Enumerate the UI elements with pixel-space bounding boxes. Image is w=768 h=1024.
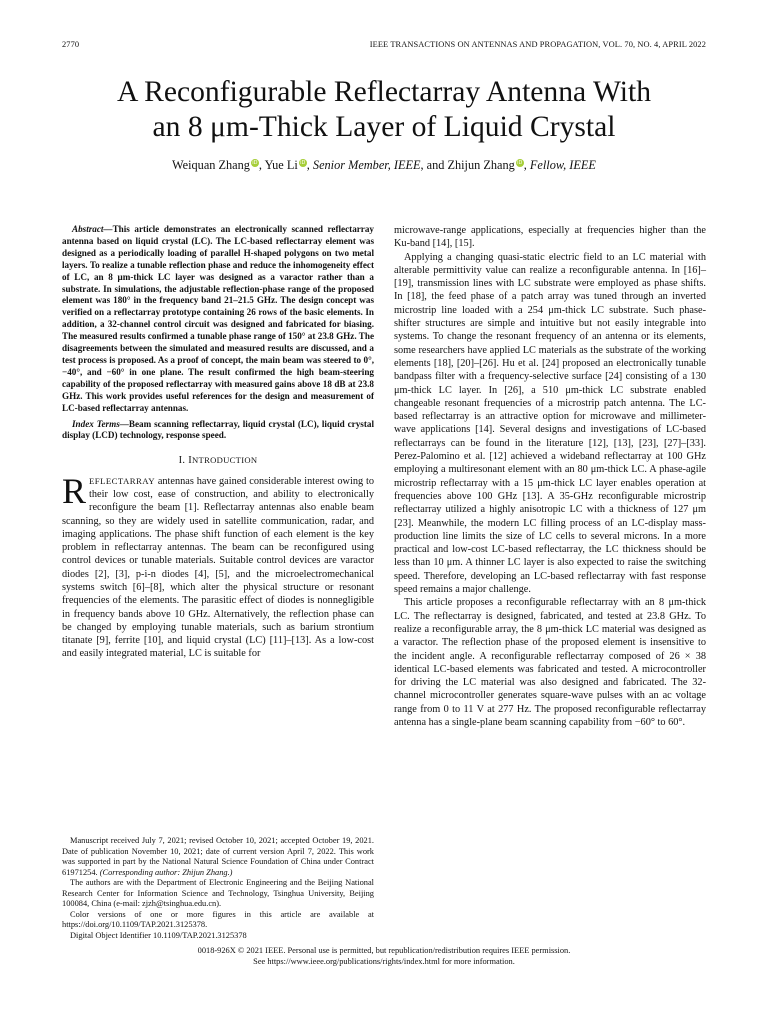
intro-paragraph-3: This article proposes a reconfigurable reflectarray with an 8 μm-thick LC. The reflectarray is designed, fabricated, and tested at 23.8 GHz. To realize a reconfigurable array, the 8 μm-thick LC material was designed as a varactor. The reflection phase of the proposed element is insensitive to the incident angle. A reconfigurable reflectarray composed of 26 × 38 identical LC-based elements was fabricated and tested. A microcontroller for driving the LC material was also designed and fabricated. The 32-channel microcontroller generates square-wave pulses with an ac voltage range from 0 to 11 V at 277 Hz. The proposed reconfigurable reflectarray antenna has a single-plane beam scanning capability from −60° to 60°. (394, 597, 706, 728)
paper-title (60, 75, 708, 145)
intro-paragraph-1 (62, 470, 374, 661)
author-affiliation-title: Senior Member, IEEE (312, 158, 421, 172)
section-heading-introduction: I. INTRODUCTION (178, 455, 258, 467)
index-terms-text: Beam scanning reflectarray, liquid crystal (LC), liquid crystal display (LCD) technology, response speed. (62, 418, 374, 441)
copyright-line-2: See https://www.ieee.org/publications/rights/index.html for more information. (253, 957, 515, 966)
footnotes (62, 836, 374, 941)
copyright-notice (62, 945, 706, 967)
footnote-affiliation: The authors are with the Department of Electronic Engineering and the Beijing National Research Center for Information Science and Technology, Tsinghua University, Beijing 100084, China (e-mail: zjzh@tsinghua.edu.cn). (62, 878, 374, 908)
author-affiliation-title: Fellow, IEEE (529, 158, 596, 172)
orcid-icon[interactable]: iD (300, 160, 306, 166)
abstract-label: Abstract— (72, 224, 113, 234)
small-caps-lead: EFLECTARRAY (89, 475, 155, 486)
running-head (62, 40, 706, 52)
abstract (62, 224, 374, 415)
page-number: 2770 (62, 40, 80, 49)
drop-cap: R (62, 470, 87, 511)
footnote-manuscript: Manuscript received July 7, 2021; revised October 10, 2021; accepted October 19, 2021. Date of publication November 10, 2021; date of current version April 7, 2022. This work was supported in part by the National Natural Science Foundation of China under Contract 61971254. (Corresponding author: Zhijun Zhang.) (62, 836, 374, 877)
title-line-2: an 8 μm-Thick Layer of Liquid Crystal (152, 111, 616, 143)
orcid-icon[interactable]: iD (252, 160, 258, 166)
author-name: Yue Li (264, 158, 298, 172)
index-terms (62, 419, 374, 443)
corresponding-author: (Corresponding author: Zhijun Zhang.) (99, 867, 233, 877)
right-column (394, 224, 706, 729)
orcid-icon[interactable]: iD (517, 160, 523, 166)
intro-paragraph-2: Applying a changing quasi-static electric field to an LC material with alterable permittivity value can realize a reconfigurable antenna. In [16]–[19], transmission lines with LC substrate were employed as phase shifts. In [18], the feed phase of a patch array was tuned through an inverted microstrip line loaded with a 254 μm-thick LC substrate. Such phase-shifter structures are simple and intuitive but not easily integrable into systems. To change the resonant frequency of an antenna or its elements, some researchers have applied LC materials as the substrate of the working elements [18], [20]–[26]. Hu et al. [24] proposed an electronically tunable bandpass filter with a frequency-selective surface [24] consisting of a 130 μm-thick LC layer. In [26], a 510 μm-thick LC substrate enabled changeable resonant frequencies of a microstrip patch antenna. The LC-based reflectarray is an attractive option for microwave and millimeter-wave applications [14]. Several designs and investigations of LC-based reflectarrays can be found in the literature [12], [13], [23], [27]–[33]. Perez-Palomino et al. [12] achieved a wideband reflectarray at 100 GHz employing a multiresonant element with an 80 μm-thick LC. A phase-agile microstrip reflectarray with a 15 μm-thick LC layer enables operation at frequencies above 100 GHz [13]. A 35-GHz reconfigurable microstrip reflectarray utilized a highly anisotropic LC with a thickness of 127 μm [23]. Meanwhile, the modern LC filling process of an LC-display mass-production line limits the size of LC cells to several microns. In a more practical and low-cost LC-based reflectarray, the LC thickness should be less than 10 μm. A thinner LC layer is also expected to raise the switching speed. Therefore, developing an LC-based reflectarray with fast response speed remains a major challenge. (394, 251, 706, 596)
author-name: Zhijun Zhang (447, 158, 515, 172)
left-column (62, 224, 374, 661)
journal-header: IEEE TRANSACTIONS ON ANTENNAS AND PROPAGATION, VOL. 70, NO. 4, APRIL 2022 (369, 40, 706, 49)
author-list: Weiquan Zhang iD, Yue Li iD, Senior Member, IEEE, and Zhijun Zhang iD, Fellow, IEEE (172, 158, 596, 172)
intro-paragraph-1-continued: microwave-range applications, especially at frequencies higher than the Ku-band [14], [15]. (394, 225, 706, 250)
abstract-text: This article demonstrates an electronically scanned reflectarray antenna based on liquid crystal (LC). The LC-based reflectarray element was designed as a periodically loading of parallel H-shaped polygons on two metal layers. To realize a tunable reflection phase and reduce the inhomogeneity effect of LC, an 8 μm-thick LC layer was designed as a varactor rather than a substrate. In simulations, the adjustable reflection-phase range of the proposed element was 180° in the frequency band 21–21.5 GHz. The design concept was verified on a reflectarray prototype containing 26 rows of the basic elements. In addition, a 32-channel control circuit was designed and fabricated for biasing. The measured results confirmed a tunable phase range of 150° at 23.8 GHz. The disagreements between the simulated and measured results are discussed, and a test process is proposed. As a proof of concept, the main beam was steered to 0°, −40°, and −60° in one plane. The result confirmed the high beam-steering capability of the proposed reflectarray with measured gains above 18 dB at 23.8 GHz. This work provides useful references for the design and measurement of LC-based reflectarray antennas. (62, 224, 374, 413)
title-line-1: A Reconfigurable Reflectarray Antenna With (116, 76, 652, 108)
copyright-line-1: 0018-926X © 2021 IEEE. Personal use is permitted, but republication/redistribution requires IEEE permission. (197, 946, 571, 955)
index-terms-label: Index Terms— (72, 418, 129, 429)
footnote-doi: Digital Object Identifier 10.1109/TAP.2021.3125378 (70, 930, 247, 940)
footnote-color-versions: Color versions of one or more figures in this article are available at https://doi.org/10.1109/TAP.2021.3125378. (62, 909, 374, 929)
author-conjunction: , and (420, 158, 448, 172)
paragraph-text: antennas have gained considerable interest owing to their low cost, ease of construction, and ability to electronically reconfigure the beam [1]. Reflectarray antennas also enable beam scanning, so they are widely used in satellite communication, radar, and imaging applications. The phase shift function of each element is the key problem in reflectarray antennas. The beam can be reconfigured using control devices or tunable materials. Suitable control devices are varactor diodes [2], [3], p-i-n diodes [4], [5], and the microelectromechanical systems switch [6]–[8], which alter the physical structure or resonant frequencies of the elements. The parasitic effect of diodes is nonnegligible in frequency bands above 10 GHz. Alternatively, the reflection phase can be changed by employing tunable materials, such as barium strontium titanate [9], ferrite [10], and liquid crystal (LC) [11]–[13]. As a low-cost and easily integrated material, LC is suitable for (62, 475, 374, 660)
author-name: Weiquan Zhang (172, 158, 250, 172)
